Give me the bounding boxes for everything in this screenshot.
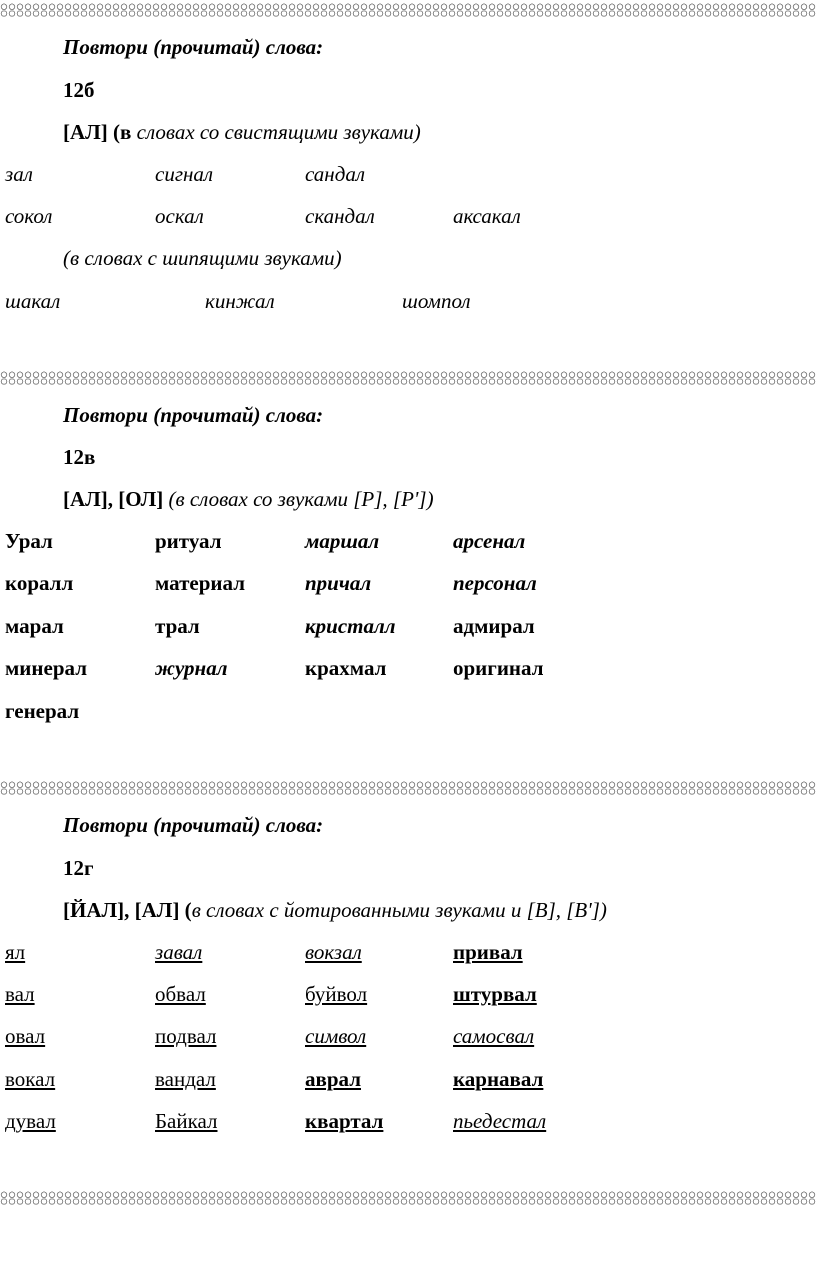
word: материал [155, 571, 245, 595]
rule-italic: словах со свистящими звуками) [136, 120, 421, 144]
word: сандал [305, 162, 365, 186]
section-rule [63, 897, 607, 923]
word: коралл [5, 571, 74, 595]
word: оскал [155, 204, 204, 228]
rule-italic: в словах с йотированными звуками и [В], [В']) [191, 898, 607, 922]
ornament-divider [0, 1190, 816, 1206]
word: самосвал [453, 1024, 535, 1048]
word: сигнал [155, 162, 214, 186]
section-code: 12в [63, 445, 96, 469]
word: генерал [5, 699, 80, 723]
word: трал [155, 614, 200, 638]
section-rule [63, 486, 434, 512]
word: шакал [5, 289, 61, 313]
word: аксакал [453, 204, 521, 228]
ornament-divider [0, 2, 816, 18]
word: журнал [155, 656, 228, 680]
word: кристалл [305, 614, 396, 638]
word: квартал [305, 1109, 384, 1133]
rule-bold: [АЛ], [ОЛ] [63, 487, 169, 511]
word: ял [5, 940, 26, 964]
word: дувал [5, 1109, 56, 1133]
word: вандал [155, 1067, 216, 1091]
word: вокал [5, 1067, 56, 1091]
section-heading: Повтори (прочитай) слова: [63, 813, 324, 837]
word: зал [5, 162, 33, 186]
ornament-divider [0, 370, 816, 386]
word: причал [305, 571, 372, 595]
word: овал [5, 1024, 46, 1048]
rule-italic: (в словах со звуками [Р], [Р']) [168, 487, 434, 511]
section-subrule: (в словах с шипящими звуками) [63, 246, 342, 270]
rule-bold: [ЙАЛ], [АЛ] ( [63, 898, 192, 922]
ornament-divider [0, 780, 816, 796]
word: персонал [453, 571, 537, 595]
word: шомпол [402, 289, 471, 313]
section-heading: Повтори (прочитай) слова: [63, 403, 324, 427]
word: арсенал [453, 529, 526, 553]
word: ритуал [155, 529, 222, 553]
word: подвал [155, 1024, 217, 1048]
section-rule [63, 119, 421, 145]
word: завал [155, 940, 203, 964]
word: привал [453, 940, 523, 964]
word: пьедестал [453, 1109, 547, 1133]
word: символ [305, 1024, 367, 1048]
word: обвал [155, 982, 206, 1006]
word: маршал [305, 529, 380, 553]
word: Урал [5, 529, 53, 553]
section-heading: Повтори (прочитай) слова: [63, 35, 324, 59]
word: Байкал [155, 1109, 218, 1133]
word: адмирал [453, 614, 535, 638]
word: марал [5, 614, 64, 638]
word: кинжал [205, 289, 275, 313]
word: штурвал [453, 982, 537, 1006]
section-code: 12б [63, 78, 95, 102]
word: вал [5, 982, 35, 1006]
word: крахмал [305, 656, 387, 680]
word: вокзал [305, 940, 362, 964]
word: карнавал [453, 1067, 544, 1091]
rule-bold: [АЛ] (в [63, 120, 137, 144]
word: скандал [305, 204, 375, 228]
word: сокол [5, 204, 53, 228]
section-code: 12г [63, 856, 94, 880]
word: аврал [305, 1067, 361, 1091]
word: буйвол [305, 982, 368, 1006]
word: минерал [5, 656, 87, 680]
word: оригинал [453, 656, 544, 680]
